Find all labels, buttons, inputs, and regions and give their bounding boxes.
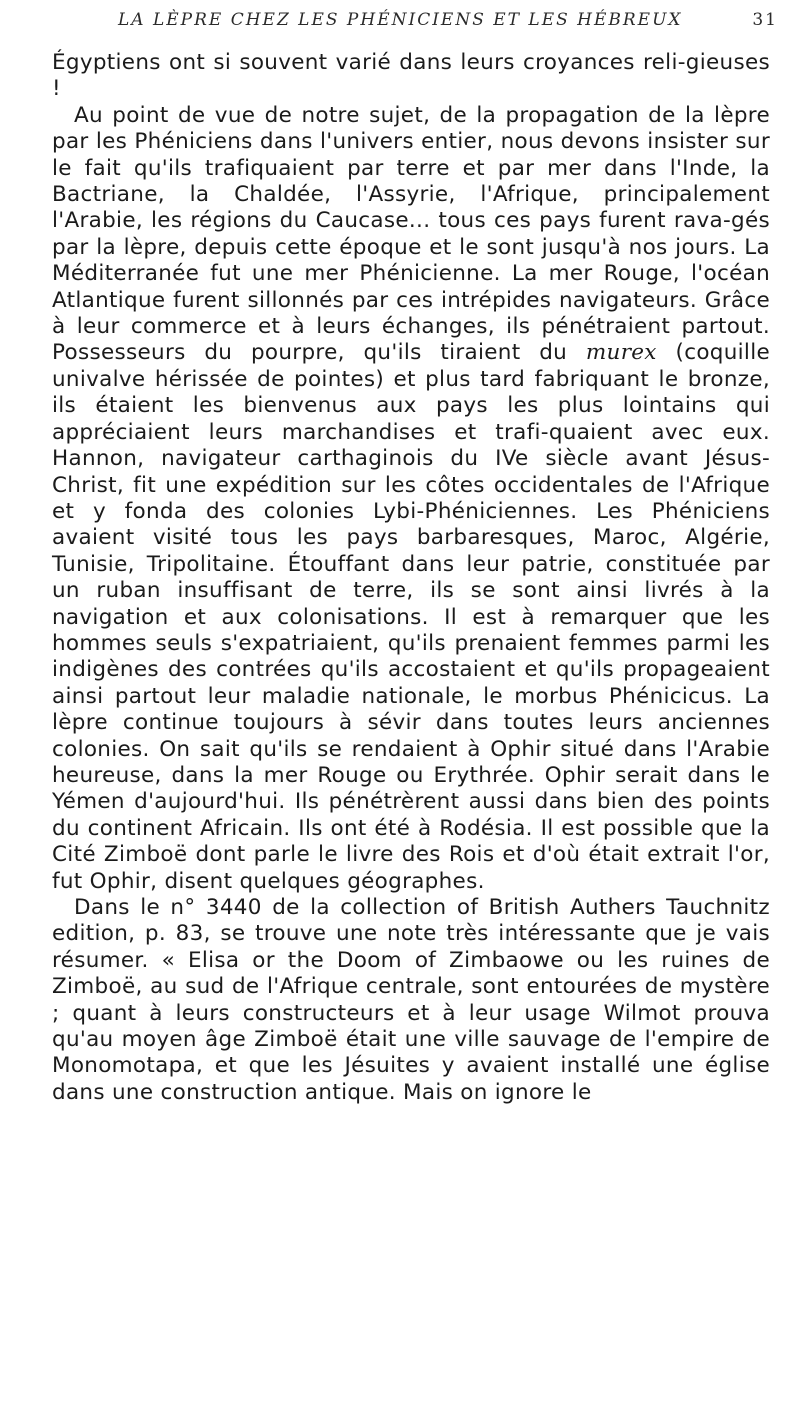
paragraph-text: Égyptiens ont si souvent varié dans leurs croyances reli-gieuses !: [52, 50, 770, 102]
paragraph-text: (coquille univalve hérissée de pointes) et plus tard fabriquant le bronze, ils étaient les bienvenus aux pays les plus lointains qui appréciaient leurs marchandises et trafi-quaient avec eux. Hannon, navigateur carthaginois du IVe siècle avant Jésus-Christ, fit une expédition sur les côtes occidentales de l'Afrique et y fonda des colonies Lybi-Phéniciennes. Les Phéniciens avaient visité tous les pays barbaresques, Maroc, Algérie, Tunisie, Tripolitaine. Étouffant dans leur patrie, constituée par un ruban insuffisant de terre, ils se sont ainsi livrés à la navigation et aux colonisations. Il est à remarquer que les hommes seuls s'expatriaient, qu'ils prenaient femmes parmi les indigènes des contrées qu'ils accostaient et qu'ils propageaient ainsi partout leur maladie nationale, le morbus Phénicicus. La lèpre continue toujours à sévir dans toutes leurs anciennes colonies. On sait qu'ils se rendaient à Ophir situé dans l'Arabie heureuse, dans la mer Rouge ou Erythrée. Ophir serait dans le Yémen d'aujourd'hui. Ils pénétrèrent aussi dans bien des points du continent Africain. Ils ont été à Rodésia. Il est possible que la Cité Zimboë dont parle le livre des Rois et d'où était extrait l'or, fut Ophir, disent quelques géographes.: [52, 340, 770, 894]
body-text: [52, 50, 770, 1106]
paragraph-1: [52, 50, 770, 103]
paragraph-text: Dans le n° 3440 de la collection of British Authers Tauchnitz edition, p. 83, se trouve une note très intéressante que je vais résumer. « Elisa or the Doom of Zimbaowe ou les ruines de Zimboë, au sud de l'Afrique centrale, sont entourées de mystère ; quant à leurs constructeurs et à leur usage Wilmot prouva qu'au moyen âge Zimboë était une ville sauvage de l'empire de Monomotapa, et que les Jésuites y avaient installé une église dans une construction antique. Mais on ignore le: [52, 895, 770, 1105]
paragraph-2: [52, 103, 770, 895]
running-header-title: LA LÈPRE CHEZ LES PHÉNICIENS ET LES HÉBREUX: [118, 10, 683, 30]
running-header: [118, 10, 778, 38]
page-number: 31: [752, 10, 778, 30]
paragraph-3: [52, 895, 770, 1106]
italic-term: murex: [585, 340, 657, 366]
paragraph-text: Au point de vue de notre sujet, de la propagation de la lèpre par les Phéniciens dans l'univers entier, nous devons insister sur le fait qu'ils trafiquaient par terre et par mer dans l'Inde, la Bactriane, la Chaldée, l'Assyrie, l'Afrique, principalement l'Arabie, les régions du Caucase... tous ces pays furent rava-gés par la lèpre, depuis cette époque et le sont jusqu'à nos jours. La Méditerranée fut une mer Phénicienne. La mer Rouge, l'océan Atlantique furent sillonnés par ces intrépides navigateurs. Grâce à leur commerce et à leurs échanges, ils pénétraient partout. Possesseurs du pourpre, qu'ils tiraient du: [52, 102, 770, 366]
